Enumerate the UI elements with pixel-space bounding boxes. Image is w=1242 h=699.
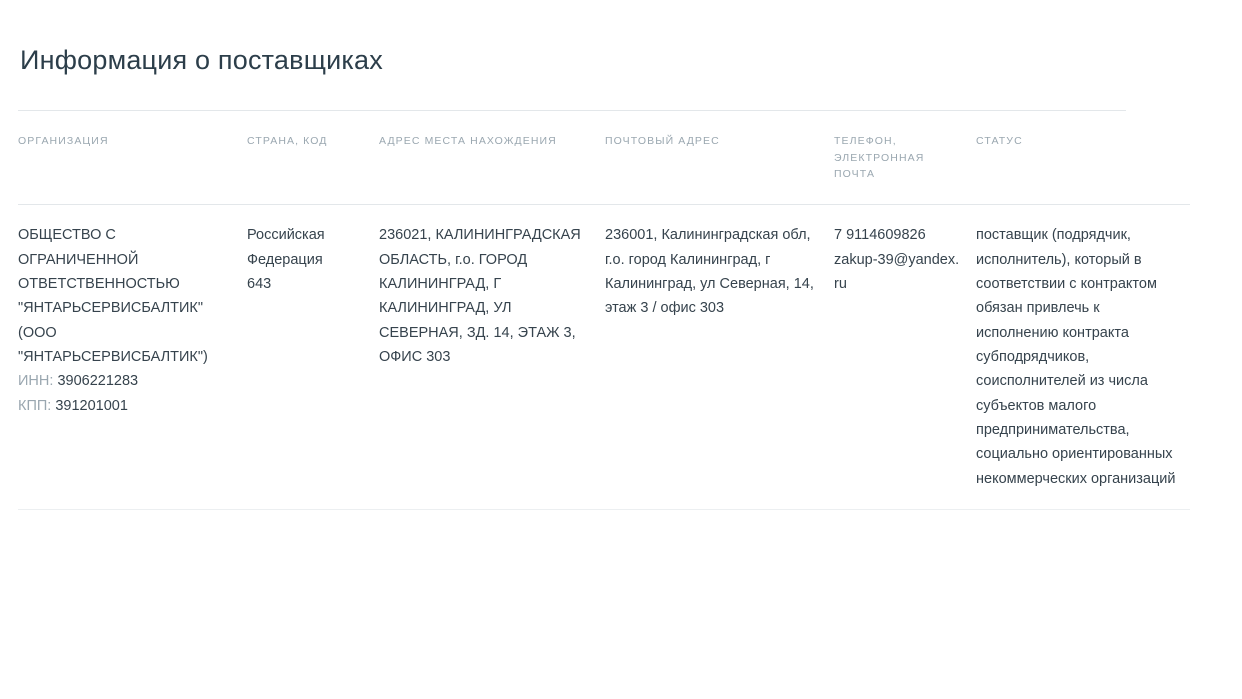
inn-row: [18, 369, 233, 393]
cell-country: [247, 205, 379, 510]
cell-contact: [834, 205, 976, 510]
organization-identifiers: [18, 369, 233, 418]
kpp-label: КПП:: [18, 397, 52, 414]
inn-label: ИНН:: [18, 373, 54, 390]
suppliers-table-container: [18, 110, 1176, 510]
suppliers-table: [18, 111, 1190, 510]
kpp-value: 391201001: [55, 397, 128, 414]
cell-organization: [18, 205, 247, 510]
cell-status: поставщик (подрядчик, исполнитель), который в соответствии с контрактом обязан привлечь к исполнению контракта субподрядчиков, соисполнителей из числа субъектов малого предпринимательства, социально ориентированных некоммерческих организаций: [976, 205, 1190, 510]
organization-name: ОБЩЕСТВО С ОГРАНИЧЕННОЙ ОТВЕТСТВЕННОСТЬЮ "ЯНТАРЬСЕРВИСБАЛТИК" (ООО "ЯНТАРЬСЕРВИСБАЛТИК"): [18, 227, 208, 365]
country-name: Российская Федерация: [247, 227, 325, 268]
phone-number: 7 9114609826: [834, 227, 926, 244]
table-header-row: [18, 111, 1190, 204]
column-header-country: СТРАНА, КОД: [247, 111, 379, 204]
inn-value: 3906221283: [57, 373, 139, 390]
table-header: [18, 111, 1190, 204]
column-header-status: СТАТУС: [976, 111, 1190, 204]
page-title: Информация о поставщиках: [20, 45, 383, 75]
email-address[interactable]: zakup-39@yandex.ru: [834, 251, 960, 292]
country-code: 643: [247, 275, 272, 292]
table-body: [18, 205, 1190, 510]
table-row: [18, 205, 1190, 510]
column-header-postal-address: ПОЧТОВЫЙ АДРЕС: [605, 111, 834, 204]
cell-postal-address: 236001, Калининградская обл, г.о. город Калининград, г Калининград, ул Северная, 14, этаж 3 / офис 303: [605, 205, 834, 510]
cell-address: 236021, КАЛИНИНГРАДСКАЯ ОБЛАСТЬ, г.о. ГОРОД КАЛИНИНГРАД, Г КАЛИНИНГРАД, УЛ СЕВЕРНАЯ, ЗД. 14, ЭТАЖ 3, ОФИС 303: [379, 205, 605, 510]
column-header-organization: ОРГАНИЗАЦИЯ: [18, 111, 247, 204]
column-header-address: АДРЕС МЕСТА НАХОЖДЕНИЯ: [379, 111, 605, 204]
kpp-row: [18, 394, 233, 418]
column-header-contact: ТЕЛЕФОН, ЭЛЕКТРОННАЯ ПОЧТА: [834, 111, 976, 204]
